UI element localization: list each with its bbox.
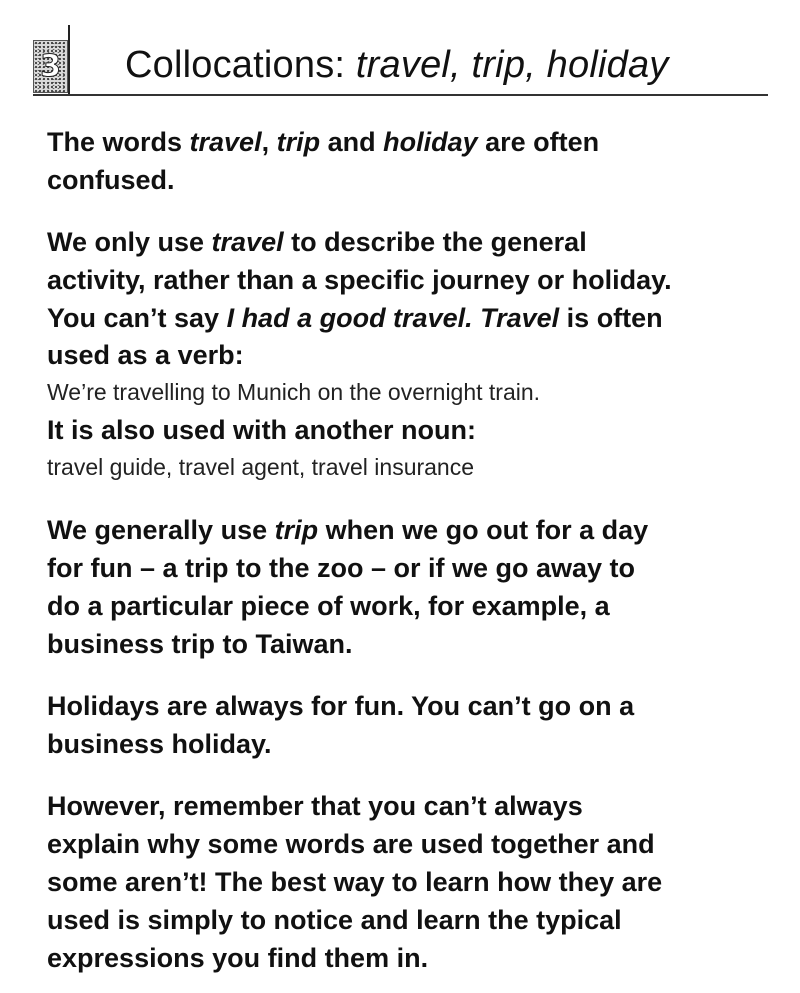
text-span: explain why some words are used together and [47, 829, 655, 859]
paragraph-line [47, 726, 272, 762]
text-span: However, remember that you can’t always [47, 791, 583, 821]
paragraph-line [47, 512, 648, 548]
text-span: do a particular piece of work, for example, a [47, 591, 610, 621]
paragraph-line [47, 864, 662, 900]
paragraph-line [47, 224, 587, 260]
text-span: expressions you find them in. [47, 943, 429, 973]
text-span: Holidays are always for fun. You can’t go on a [47, 691, 635, 721]
text-span: used as a verb: [47, 340, 244, 370]
paragraph-line [47, 940, 428, 976]
paragraph-line [47, 902, 622, 938]
paragraph-line [47, 588, 610, 624]
header-underline [33, 94, 768, 96]
italic-term: I had a good travel. Travel [226, 303, 560, 333]
title-italic: travel, trip, holiday [355, 44, 669, 86]
text-span: , [261, 127, 277, 157]
text-span: confused. [47, 165, 175, 195]
unit-number: 3 [40, 48, 61, 84]
text-span: The words [47, 127, 190, 157]
text-span: activity, rather than a specific journey or holiday. [47, 265, 672, 295]
text-span: travel guide, travel agent, travel insurance [47, 454, 475, 480]
text-span: business holiday. [47, 729, 272, 759]
paragraph-line [47, 337, 244, 373]
paragraph-line [47, 626, 353, 662]
text-span: to describe the general [283, 227, 587, 257]
text-span: We generally use [47, 515, 275, 545]
text-span: when we go out for a day [318, 515, 649, 545]
title-plain: Collocations: [125, 44, 356, 86]
text-span: You can’t say [47, 303, 227, 333]
paragraph-line [47, 300, 663, 336]
text-span: and [320, 127, 384, 157]
italic-term: travel [211, 227, 284, 257]
text-span: is often [559, 303, 663, 333]
italic-term: trip [276, 127, 321, 157]
italic-term: travel [189, 127, 262, 157]
paragraph-line [47, 262, 672, 298]
text-span: used is simply to notice and learn the typical [47, 905, 622, 935]
example-line [47, 374, 540, 410]
text-span: for fun – a trip to the zoo – or if we go away to [47, 553, 636, 583]
text-span: We only use [47, 227, 212, 257]
paragraph-line [47, 162, 175, 198]
section-header [0, 0, 800, 100]
text-span: It is also used with another noun: [47, 415, 477, 445]
text-span: are often [477, 127, 600, 157]
header-vertical-rule [68, 25, 70, 94]
text-span: business trip to Taiwan. [47, 629, 353, 659]
italic-term: trip [274, 515, 319, 545]
paragraph-line [47, 124, 599, 160]
paragraph-line [47, 550, 635, 586]
paragraph-line [47, 788, 583, 824]
text-span: We’re travelling to Munich on the overnight train. [47, 379, 541, 405]
text-span: some aren’t! The best way to learn how they are [47, 867, 663, 897]
paragraph-line [47, 412, 476, 448]
example-line [47, 449, 474, 485]
page-title [125, 43, 668, 87]
unit-number-icon [33, 40, 68, 93]
paragraph-line [47, 688, 634, 724]
paragraph-line [47, 826, 655, 862]
italic-term: holiday [383, 127, 478, 157]
